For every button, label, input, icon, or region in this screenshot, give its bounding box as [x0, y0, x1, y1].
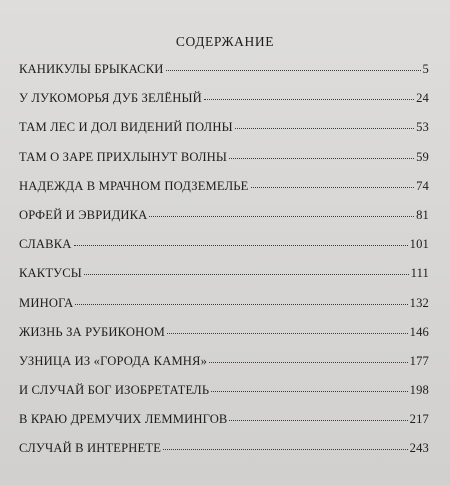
dot-leader: [235, 128, 414, 129]
toc-entry: [19, 179, 429, 208]
toc-entry-page: 243: [409, 441, 429, 456]
toc-entry: [19, 412, 429, 441]
toc-entry: [19, 91, 429, 120]
dot-leader: [84, 274, 409, 275]
toc-entry: [19, 150, 429, 179]
toc-entry-page: 198: [409, 383, 429, 398]
dot-leader: [251, 187, 415, 188]
toc-heading: СОДЕРЖАНИЕ: [175, 34, 275, 49]
dot-leader: [209, 362, 408, 363]
toc-entry-page: 111: [410, 266, 429, 281]
toc-entry-title: СЛУЧАЙ В ИНТЕРНЕТЕ: [19, 441, 162, 456]
toc-entry-title: СЛАВКА: [19, 237, 72, 252]
toc-entry-page: 53: [416, 120, 429, 135]
dot-leader: [149, 216, 414, 217]
toc-entry: [19, 296, 429, 325]
toc-entry-page: 74: [416, 178, 429, 193]
toc-entry: [19, 62, 429, 91]
toc-entry-title: ТАМ О ЗАРЕ ПРИХЛЫНУТ ВОЛНЫ: [19, 149, 228, 164]
dot-leader: [211, 391, 407, 392]
toc-entry: [19, 354, 429, 383]
dot-leader: [229, 420, 407, 421]
toc-entry-title: КАНИКУЛЫ БРЫКАСКИ: [19, 62, 164, 76]
toc-entry: [19, 325, 429, 354]
dot-leader: [75, 304, 407, 305]
toc-entry-title: ЖИЗНЬ ЗА РУБИКОНОМ: [19, 324, 165, 339]
toc-entry-title: ТАМ ЛЕС И ДОЛ ВИДЕНИЙ ПОЛНЫ: [19, 120, 233, 135]
toc-entry-title: В КРАЮ ДРЕМУЧИХ ЛЕММИНГОВ: [19, 412, 228, 427]
toc-entry: [19, 266, 429, 295]
toc-entry-title: КАКТУСЫ: [19, 266, 82, 281]
dot-leader: [167, 333, 408, 334]
toc-entry-page: 101: [409, 237, 429, 252]
toc-entry: [19, 237, 429, 266]
dot-leader: [204, 99, 414, 100]
toc-entry-page: 24: [416, 91, 429, 106]
toc-entry-title: У ЛУКОМОРЬЯ ДУБ ЗЕЛЁНЫЙ: [19, 91, 202, 106]
dot-leader: [163, 449, 408, 450]
toc-entry-title: УЗНИЦА ИЗ «ГОРОДА КАМНЯ»: [19, 353, 208, 368]
toc-entry-page: 132: [409, 295, 429, 310]
toc-entry-page: 81: [416, 207, 429, 222]
toc-entry: [19, 208, 429, 237]
dot-leader: [74, 245, 408, 246]
toc-entry-title: ОРФЕЙ И ЭВРИДИКА: [19, 207, 148, 222]
toc-list: [19, 62, 429, 471]
toc-entry: [19, 120, 429, 149]
toc-entry: [19, 441, 429, 470]
toc-entry-title: МИНОГА: [19, 295, 74, 310]
dot-leader: [229, 158, 414, 159]
toc-entry-page: 146: [409, 324, 429, 339]
toc-entry-page: 59: [416, 149, 429, 164]
toc-entry: [19, 383, 429, 412]
toc-entry-page: 217: [409, 412, 429, 427]
toc-entry-title: И СЛУЧАЙ БОГ ИЗОБРЕТАТЕЛЬ: [19, 383, 210, 398]
toc-entry-page: 177: [409, 353, 429, 368]
toc-entry-title: НАДЕЖДА В МРАЧНОМ ПОДЗЕМЕЛЬЕ: [19, 178, 249, 193]
toc-entry-page: 5: [422, 62, 429, 76]
dot-leader: [166, 70, 421, 71]
